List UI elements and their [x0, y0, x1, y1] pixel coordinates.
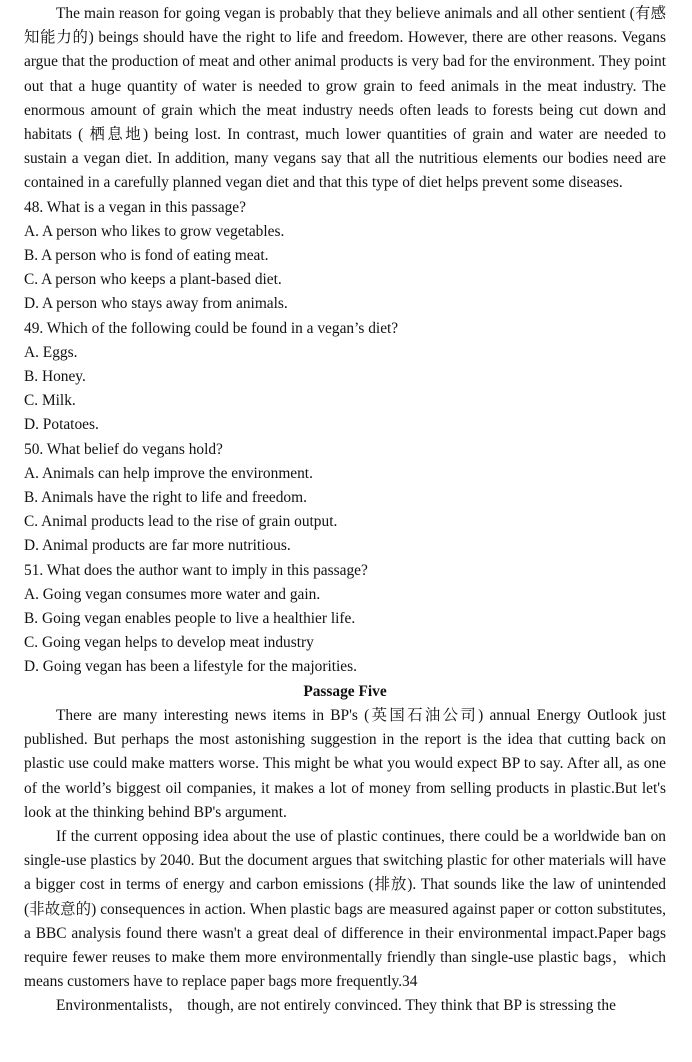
option-c: C. A person who keeps a plant-based diet. [24, 271, 282, 289]
question-50 [24, 438, 666, 559]
passage-five-paragraph-3: Environmentalists， though, are not entirely convinced. They think that BP is stressing the [56, 997, 616, 1015]
option-a: A. Animals can help improve the environment. [24, 464, 313, 482]
option-d: D. Going vegan has been a lifestyle for the majorities. [24, 658, 357, 676]
question-48 [24, 196, 666, 317]
passage-five-heading: Passage Five [303, 682, 387, 700]
option-d: D. Animal products are far more nutritious. [24, 537, 291, 555]
option-c: C. Going vegan helps to develop meat industry [24, 634, 314, 652]
question-49 [24, 317, 666, 438]
option-b: B. Animals have the right to life and freedom. [24, 489, 307, 507]
question-text: 51. What does the author want to imply in this passage? [24, 561, 368, 579]
option-c: C. Animal products lead to the rise of grain output. [24, 513, 338, 531]
option-a: A. A person who likes to grow vegetables. [24, 222, 285, 240]
option-b: B. A person who is fond of eating meat. [24, 247, 269, 265]
option-c: C. Milk. [24, 392, 76, 410]
option-d: D. Potatoes. [24, 416, 99, 434]
option-b: B. Honey. [24, 368, 86, 386]
option-b: B. Going vegan enables people to live a healthier life. [24, 610, 356, 628]
passage-five-paragraph-2: If the current opposing idea about the use of plastic continues, there could be a worldwide ban on single-use plastics by 2040. But the document argues that switching plastic for other materials will have a bigger cost in terms of energy and carbon emissions (排放). That sounds like the law of unintended (非故意的) consequences in action. When plastic bags are measured against paper or cotton substitutes, a BBC analysis found there wasn't a great deal of difference in their environmental impact.Paper bags require fewer reuses to make them more environmentally friendly than single-use plastic bags，which means customers have to replace paper bags more frequently.34 [24, 827, 666, 991]
question-text: 50. What belief do vegans hold? [24, 440, 223, 458]
option-a: A. Going vegan consumes more water and gain. [24, 585, 321, 603]
passage-four-paragraph: The main reason for going vegan is probably that they believe animals and all other sentient (有感知能力的) beings should have the right to life and freedom. However, there are other reasons. Vegans argue that the production of meat and other animal products is very bad for the environment. They point out that a huge quantity of water is needed to grow grain to feed animals in the meat industry. The enormous amount of grain which the meat industry needs often leads to forests being cut down and habitats ( 栖息地) being lost. In contrast, much lower quantities of grain and water are needed to sustain a vegan diet. In addition, many vegans say that all the nutritious elements our bodies need are contained in a carefully planned vegan diet and that this type of diet helps prevent some diseases. [24, 5, 666, 192]
question-text: 48. What is a vegan in this passage? [24, 198, 246, 216]
question-text: 49. Which of the following could be found in a vegan’s diet? [24, 319, 399, 337]
option-d: D. A person who stays away from animals. [24, 295, 288, 313]
question-51 [24, 559, 666, 680]
option-a: A. Eggs. [24, 343, 78, 361]
passage-five-paragraph-1: There are many interesting news items in BP's (英国石油公司) annual Energy Outlook just published. But perhaps the most astonishing suggestion in the report is the idea that cutting back on plastic use could make matters worse. This might be what you would expect BP to say. After all, as one of the world’s biggest oil companies, it makes a lot of money from selling products in plastic.But let's look at the thinking behind BP's argument. [24, 706, 666, 821]
